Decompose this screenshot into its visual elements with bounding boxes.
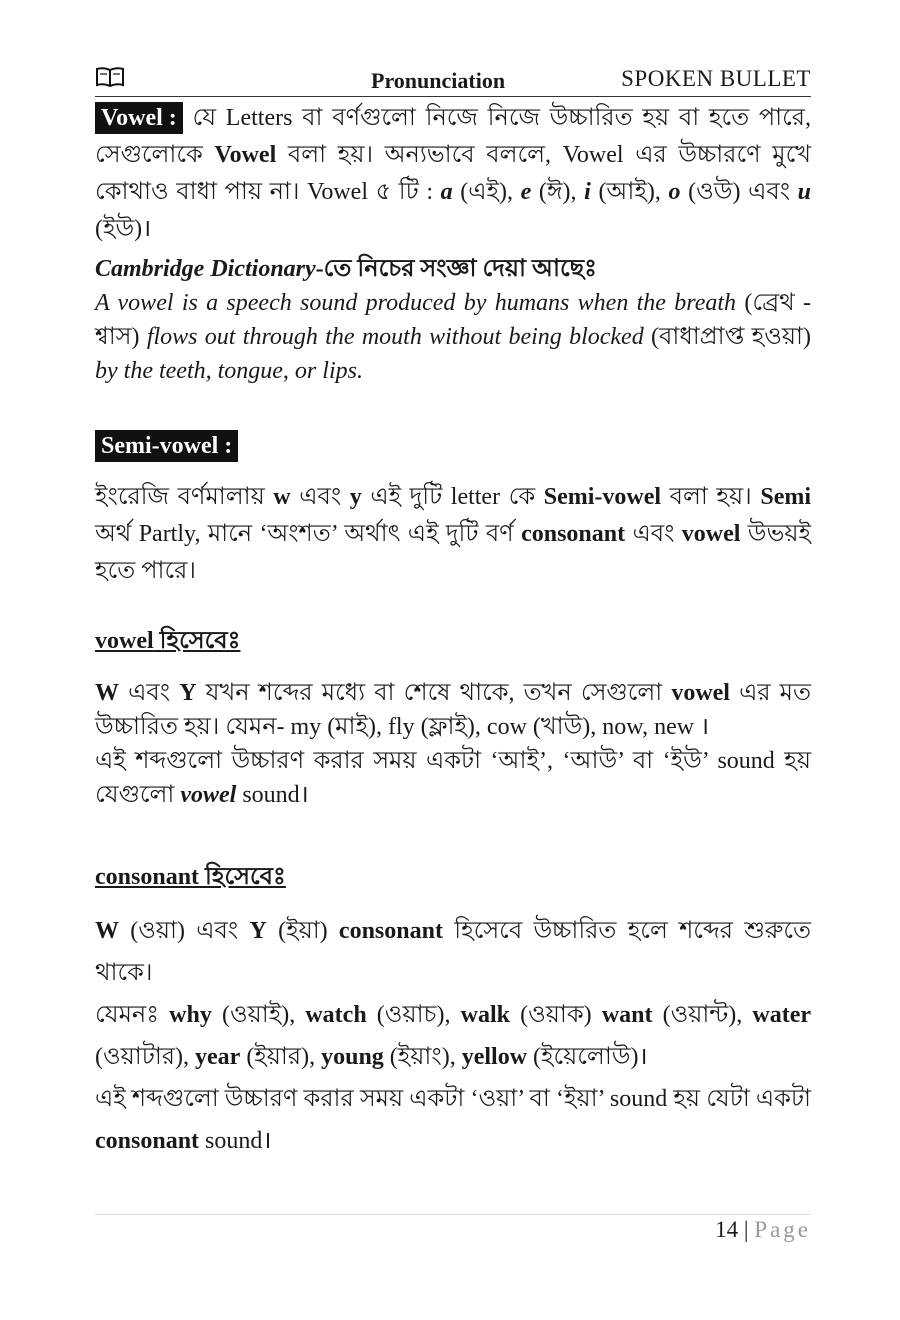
- definition-line-1: A vowel is a speech sound produced by humans when the breath: [95, 290, 737, 316]
- as-vowel-heading: vowel হিসেবেঃ: [95, 628, 241, 654]
- semivowel-label: Semi-vowel :: [95, 430, 238, 462]
- page-header: [95, 62, 811, 97]
- semivowel-paragraph: ইংরেজি বর্ণমালায় w এবং y এই দুটি letter কে Semi-vowel বলা হয়। Semi অর্থ Partly, মানে ‘অংশত’ অর্থাৎ এই দুটি বর্ণ consonant এবং vowel উভয়ই হতে পারে।: [95, 484, 812, 584]
- footer-divider: [95, 1214, 811, 1215]
- as-vowel-paragraph: W এবং Y যখন শব্দের মধ্যে বা শেষে থাকে, তখন সেগুলো vowel এর মত উচ্চারিত হয়। যেমন- my (মাই), fly (ফ্লাই), cow (খাউ), now, new । এই শব্দগুলো উচ্চারণ করার সময় একটা ‘আই’, ‘আউ’ বা ‘ইউ’ sound হয় যেগুলো vowel sound।: [95, 680, 811, 808]
- section-title: Pronunciation: [371, 68, 506, 93]
- as-consonant-paragraph: W (ওয়া) এবং Y (ইয়া) consonant হিসেবে উচ্চারিত হলে শব্দের শুরুতে থাকে। যেমনঃ why (ওয়াই), watch (ওয়াচ), walk (ওয়াক) want (ওয়ান্ট), water (ওয়াটার), year (ইয়ার), young (ইয়াং), yellow (ইয়েলোউ)। এই শব্দগুলো উচ্চারণ করার সময় একটা ‘ওয়া’ বা ‘ইয়া’ sound হয় যেটা একটা consonant sound।: [95, 918, 812, 1154]
- as-consonant-heading: consonant হিসেবেঃ: [95, 864, 286, 890]
- brand-name: SPOKEN BULLET: [621, 66, 811, 91]
- open-book-icon: [95, 66, 125, 88]
- cambridge-heading: Cambridge Dictionary-তে নিচের সংজ্ঞা দেয়া আছেঃ: [95, 256, 597, 282]
- vowel-paragraph: Vowel : যে Letters বা বর্ণগুলো নিজে নিজে উচ্চারিত হয় বা হতে পারে, সেগুলোকে Vowel বলা হয়। অন্যভাবে বললে, Vowel এর উচ্চারণে মুখে কোথাও বাধা পায় না। Vowel ৫ টি : a (এই), e (ঈ), i (আই), o (ওউ) এবং u (ইউ)।: [95, 100, 811, 248]
- vowel-label: Vowel :: [95, 102, 183, 134]
- cambridge-definition: Cambridge Dictionary-তে নিচের সংজ্ঞা দেয়া আছেঃ A vowel is a speech sound produced by humans when the breath (ব্রেথ - শ্বাস) flows out through the mouth without being blocked (বাধাপ্রাপ্ত হওয়া) by the teeth, tongue, or lips.: [95, 256, 812, 384]
- page-number: 14 | Page: [715, 1217, 811, 1242]
- semivowel-label-row: [95, 428, 811, 465]
